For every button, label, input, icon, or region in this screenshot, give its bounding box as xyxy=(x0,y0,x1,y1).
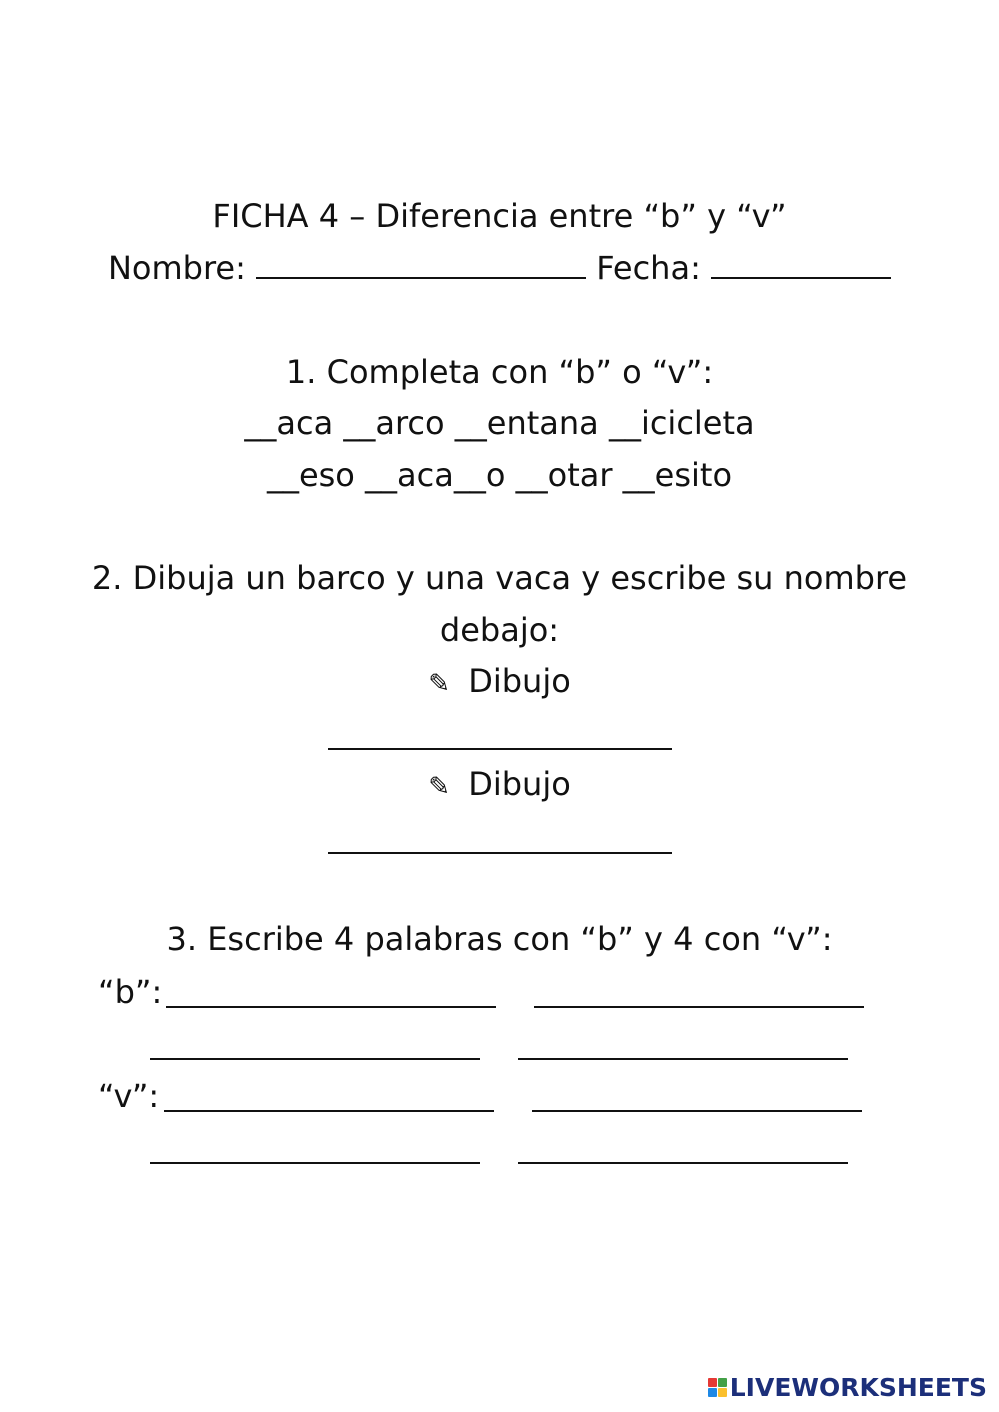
drawing-box-1[interactable] xyxy=(0,661,999,704)
exercise1-row1[interactable]: __aca __arco __entana __icicleta xyxy=(244,404,755,442)
v-word-line-1[interactable] xyxy=(164,1110,494,1112)
v-word-line-3[interactable] xyxy=(150,1162,480,1164)
exercise3-instruction: 3. Escribe 4 palabras con “b” y 4 con “v”: xyxy=(166,920,833,958)
logo-text: LIVEWORKSHEETS xyxy=(729,1372,987,1402)
v-word-line-2[interactable] xyxy=(532,1110,862,1112)
pencil-icon: ✎ xyxy=(428,772,451,802)
b-word-line-1[interactable] xyxy=(166,1006,496,1008)
date-field[interactable] xyxy=(711,249,891,279)
name-label: Nombre: xyxy=(107,249,246,287)
date-label: Fecha: xyxy=(596,249,701,287)
exercise1-instruction: 1. Completa con “b” o “v”: xyxy=(285,353,714,391)
liveworksheets-logo xyxy=(708,1372,987,1402)
pencil-icon: ✎ xyxy=(428,669,451,699)
name-date-row xyxy=(0,248,999,288)
liveworksheets-logo-icon xyxy=(708,1378,727,1397)
drawing-label-2: Dibujo xyxy=(468,765,571,803)
drawing-label-1: Dibujo xyxy=(468,662,571,700)
exercise2-instruction-line2: debajo: xyxy=(439,611,560,649)
b-label: “b”: xyxy=(98,973,163,1011)
drawing-box-2[interactable] xyxy=(0,764,999,807)
b-word-line-4[interactable] xyxy=(518,1058,848,1060)
cow-name-line[interactable] xyxy=(328,852,672,854)
boat-name-line[interactable] xyxy=(328,748,672,750)
worksheet-title: FICHA 4 – Diferencia entre “b” y “v” xyxy=(212,197,787,235)
v-label: “v”: xyxy=(98,1077,160,1115)
exercise2-instruction-line1: 2. Dibuja un barco y una vaca y escribe su nombre xyxy=(91,559,908,597)
b-word-line-2[interactable] xyxy=(534,1006,864,1008)
exercise1-row2[interactable]: __eso __aca__o __otar __esito xyxy=(266,456,733,494)
name-field[interactable] xyxy=(256,249,586,279)
b-word-line-3[interactable] xyxy=(150,1058,480,1060)
v-word-line-4[interactable] xyxy=(518,1162,848,1164)
